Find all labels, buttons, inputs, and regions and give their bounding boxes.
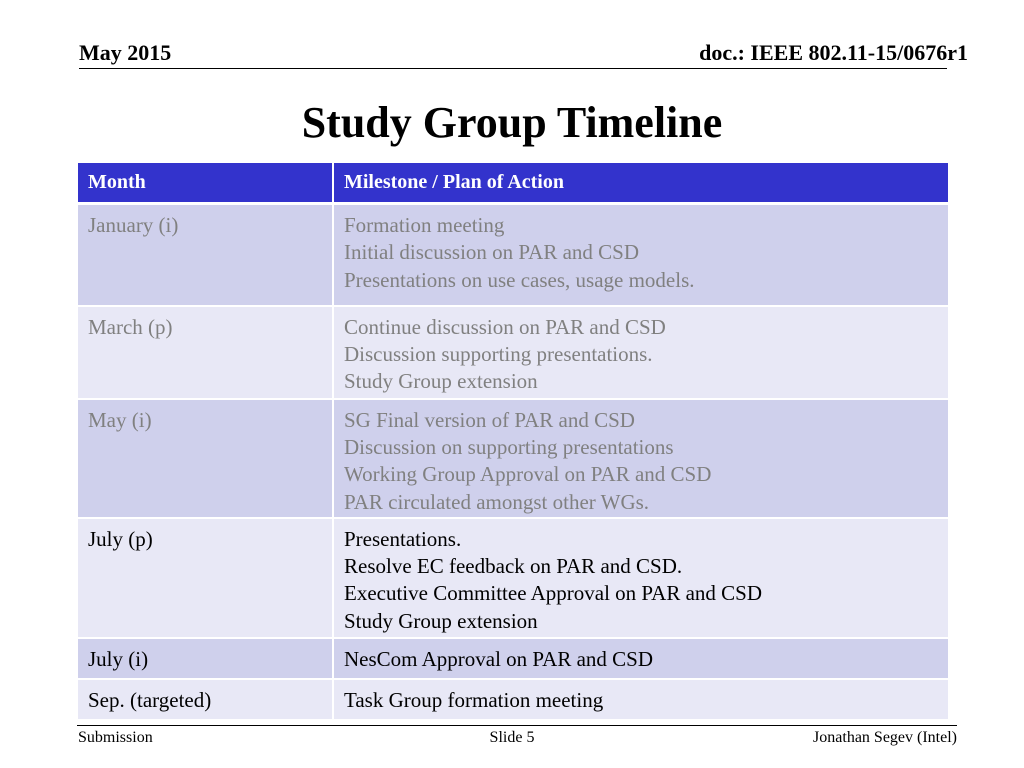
table-row <box>78 399 948 518</box>
milestone-line: Continue discussion on PAR and CSD <box>344 314 666 339</box>
milestone-line: Study Group extension <box>344 369 538 394</box>
milestone-line: Presentations on use cases, usage models. <box>344 267 695 292</box>
header-date: May 2015 <box>79 40 172 65</box>
milestone-line: Discussion on supporting presentations <box>344 434 674 459</box>
footer-rule <box>77 725 957 726</box>
milestone-line: SG Final version of PAR and CSD <box>344 407 635 432</box>
month-cell: Sep. (targeted) <box>78 679 333 720</box>
milestone-line: Working Group Approval on PAR and CSD <box>344 462 712 487</box>
table-row <box>78 679 948 720</box>
timeline-table <box>78 163 948 721</box>
table-row <box>78 204 948 306</box>
milestone-cell <box>333 204 948 306</box>
milestone-line: Resolve EC feedback on PAR and CSD. <box>344 553 683 578</box>
milestone-cell <box>333 399 948 518</box>
footer-slide-number: Slide 5 <box>489 729 535 746</box>
footer-submission: Submission <box>78 729 153 746</box>
milestone-line: Executive Committee Approval on PAR and CSD <box>344 581 763 606</box>
table-row <box>78 518 948 638</box>
month-cell: March (p) <box>78 306 333 399</box>
month-cell: July (i) <box>78 638 333 679</box>
milestone-line: Task Group formation meeting <box>344 687 604 712</box>
table-header-row <box>78 163 948 204</box>
milestone-line: NesCom Approval on PAR and CSD <box>344 646 654 671</box>
milestone-line: Study Group extension <box>344 608 538 633</box>
milestone-line: Presentations. <box>344 526 462 551</box>
slide-title: Study Group Timeline <box>301 98 723 147</box>
footer-author: Jonathan Segev (Intel) <box>813 729 957 746</box>
milestone-cell <box>333 306 948 399</box>
header-doc-id: doc.: IEEE 802.11-15/0676r1 <box>699 40 968 65</box>
header-rule <box>79 68 947 69</box>
milestone-cell <box>333 679 948 720</box>
column-header-milestone: Milestone / Plan of Action <box>333 163 948 204</box>
table-row <box>78 638 948 679</box>
milestone-line: Initial discussion on PAR and CSD <box>344 240 640 265</box>
month-cell: May (i) <box>78 399 333 518</box>
milestone-line: Formation meeting <box>344 213 505 237</box>
milestone-cell <box>333 518 948 638</box>
month-cell: July (p) <box>78 518 333 638</box>
column-header-month: Month <box>78 163 333 204</box>
milestone-line: PAR circulated amongst other WGs. <box>344 489 650 514</box>
table-row <box>78 306 948 399</box>
month-cell: January (i) <box>78 204 333 306</box>
milestone-cell <box>333 638 948 679</box>
milestone-line: Discussion supporting presentations. <box>344 341 653 366</box>
